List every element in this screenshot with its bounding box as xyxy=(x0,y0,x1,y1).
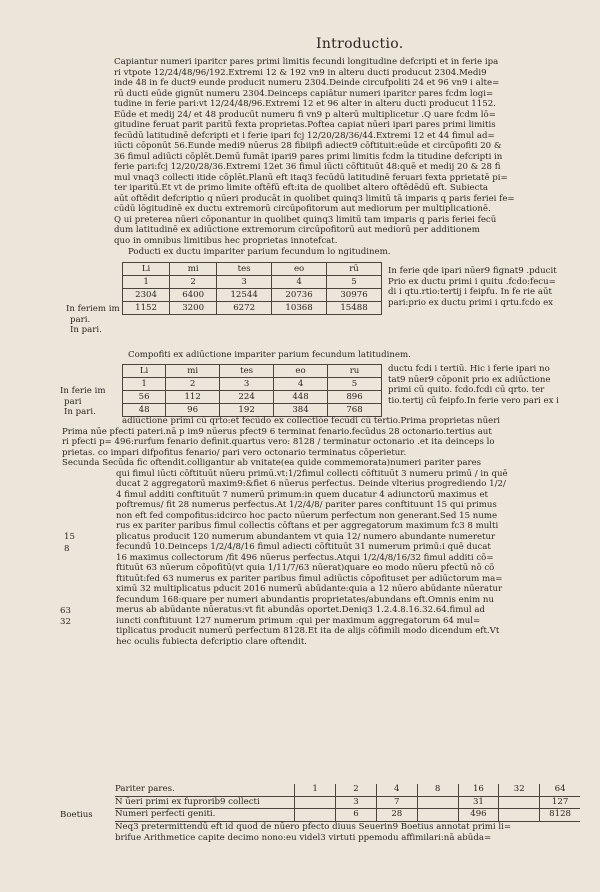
text-line: hec oculis fubiecta defcriptio clare oftendit. xyxy=(116,636,308,647)
table-cell: 3 xyxy=(220,378,274,391)
table-header-row xyxy=(123,365,382,378)
text-line: ftituūt 63 nūerum cōpofitū(vt quia 1/11/7/63 nūerat)quare eo modo nūeru pfectū nō cō xyxy=(116,563,495,573)
text-line: fecūdū latitudinē defcripti et i ferie ipari fcj 12/20/28/36/44.Extremi 12 et 44 fimul ad= xyxy=(114,130,495,141)
table-cell: 2 xyxy=(170,276,217,289)
text-line: quo in omnibus limitibus hec proprietas innotefcat. xyxy=(114,235,338,246)
text-line: pari:prio ex ductu primi i qrtu.fcdo ex xyxy=(388,297,554,308)
table-cell: 10368 xyxy=(272,302,327,315)
table-cell: 5 xyxy=(328,378,382,391)
text-line: brifue Arithmetice capite decimo nono:eu videl3 virtuti ppemodu affimilari:nā abūda= xyxy=(115,832,492,843)
text-line: poftremus/ fit 28 numerus perfectus.At 1/2/4/8/ pariter pares conftituunt 15 qui primus xyxy=(116,500,497,510)
text-line: ximū 32 multiplicatus pducit 2016 numerū abūdante:quia a 12 nūero abūdante nūeratur xyxy=(116,584,503,594)
text-line: ftituūt:fed 63 numerus ex pariter paribus fimul adiūctis cōpofituset per adiūctorum ma= xyxy=(116,573,503,584)
table-cell: tes xyxy=(217,263,272,276)
text-line: ter iparitū.Et vt de primo limite oftēfū eft:ita de quolibet altero oftēdēdū eft. Subiecta xyxy=(114,183,489,193)
table-row xyxy=(123,404,382,417)
table-header-row xyxy=(123,263,382,276)
text-line: tio.tertij cū feipfo.In ferie vero pari ex i xyxy=(388,395,559,406)
text-line: Prio ex ductu primi i quitu .fcdo:fecu= xyxy=(388,276,556,287)
text-line: non eft fed compofitus:idcirco hoc pacto nūerum perfectum non generant.Sed 15 nume xyxy=(116,510,498,521)
table-cell: 1152 xyxy=(123,302,170,315)
table-cell: 3200 xyxy=(170,302,217,315)
table-cell: 3 xyxy=(335,797,376,809)
table-row xyxy=(115,809,580,822)
text-line: ductu fcdi i tertiū. Hic i ferie ipari no xyxy=(388,364,550,374)
table-cell: 1 xyxy=(123,378,166,391)
row-label: Numeri perfecti geniti. xyxy=(115,809,216,819)
final-paragraph xyxy=(115,822,585,843)
table-cell: 7 xyxy=(376,797,417,809)
table-cell: 112 xyxy=(166,391,220,404)
table-cell: 2 xyxy=(166,378,220,391)
perfect-numbers-table xyxy=(115,784,580,822)
margin-notes-2 xyxy=(60,386,106,418)
text-line: prietas. co impari difpofitus fenario/ pari vero octonario terminatus cōperietur. xyxy=(62,447,407,458)
table-cell: 6400 xyxy=(170,289,217,302)
table-cell: 48 xyxy=(123,404,166,417)
table-cell: mi xyxy=(170,263,217,276)
table-cell: Li xyxy=(123,365,166,378)
table-row xyxy=(123,289,382,302)
text-line: 36 fimul adiūcti cōplēt.Demū fumāt ipari9 pares primi limitis fcdm la titudine defcripti in xyxy=(114,151,503,162)
table-row xyxy=(123,391,382,404)
table-cell: 224 xyxy=(220,391,274,404)
text-line: plicatus producit 120 numerum abundantem vt quia 12/ numero abundante numeretur xyxy=(116,531,496,542)
margin-numeral: 32 xyxy=(60,617,71,627)
paragraph-2 xyxy=(62,416,584,647)
table-cell: 31 xyxy=(458,797,499,809)
table-cell: ru xyxy=(328,365,382,378)
table-cell xyxy=(294,809,335,821)
text-line: Capiantur numeri iparitcr pares primi limitis fecundi longitudine defcripti et in ferie ipa xyxy=(114,57,499,67)
sums-table xyxy=(122,364,382,417)
table-cell: 6 xyxy=(335,809,376,821)
text-line: qui fimul iūcti cōftituūt nūeru primū.vt:1/2fimul collecti cōftituūt 3 numeru primū / in quē xyxy=(116,468,508,479)
table-cell: 1 xyxy=(123,276,170,289)
text-line: gitudine feruat parit paritū fexta proprietas.Poftea capiat nūeri ipari pares primi limitis xyxy=(114,120,496,130)
text-line: tiplicatus producit numerū perfectum 8128.Et ita de alijs cōfimili modo dicendum eft.Vt xyxy=(116,626,500,636)
table-cell: eo xyxy=(272,263,327,276)
table-cell: 768 xyxy=(328,404,382,417)
row-label: Pariter pares. xyxy=(115,784,175,794)
margin-numeral: 8 xyxy=(64,544,70,554)
table-cell: 8 xyxy=(417,784,458,796)
text-line: fecundum 168:quare per numeri abundantis proprietates/abundans eft.Omnis enim nu xyxy=(116,594,494,605)
table-cell: tes xyxy=(220,365,274,378)
margin-numeral: 63 xyxy=(60,606,71,616)
text-line: di i qtu.rtio:tertij i feipfu. In fe rie aūt xyxy=(388,287,552,297)
table-cell: 496 xyxy=(458,809,499,821)
text-line: tat9 nūer9 cōponit prio ex adiūctione xyxy=(388,374,551,385)
text-line: 16 maximus collectorum /fit 496 nūerus perfectus.Atqui 1/2/4/8/16/32 fimul additi cō= xyxy=(116,552,494,563)
margin-numeral: 15 xyxy=(64,532,75,542)
text-line: inde 48 in fe duct9 eunde producit numeru 2304.Deinde circufpoliti 24 et 96 vn9 i alte= xyxy=(114,78,500,88)
text-line: Eūde et medij 24/ et 48 producūt numeru fi vn9 p alterū multiplicetur .Q uare fcdm lō= xyxy=(114,109,496,120)
table-cell: 56 xyxy=(123,391,166,404)
text-line: dum latitudinē ex adiūctione extremorum circūpofitorū aut mediorū per additionem xyxy=(114,225,480,235)
text-line: aūt oftēdit defcriptio q nūeri producāt in quolibet quinq3 limitū tā imparis q paris feriei fe= xyxy=(114,193,515,204)
caption-2: Compofiti ex adiūctione impariter parium fecundum latitudinem. xyxy=(128,350,411,360)
table-cell: 30976 xyxy=(327,289,382,302)
table-cell: 384 xyxy=(274,404,328,417)
table-cell: rū xyxy=(327,263,382,276)
text-line: rū ducti eūde gignūt numeru 2304.Deinceps capiātur numeri iparitcr pares fcdm logi= xyxy=(114,88,494,99)
table-cell: 4 xyxy=(376,784,417,796)
table-row xyxy=(115,784,580,797)
table-cell xyxy=(498,809,539,821)
side-text-2 xyxy=(388,364,559,406)
table-cell: 32 xyxy=(498,784,539,796)
table-cell: 4 xyxy=(274,378,328,391)
margin-note: pari xyxy=(64,396,82,407)
text-line: rus ex pariter paribus fimul collectis cōftans et per aggregatorum maximum fc3 8 multi xyxy=(116,521,499,531)
page-header-title: Introductio. xyxy=(316,36,404,52)
table-cell: 96 xyxy=(166,404,220,417)
table-cell xyxy=(294,797,335,809)
text-line: mul vnaq3 collecti itide cōplēt.Planū eft itaq3 fecūdū latitudinē feruari fexta pprietatē pi= xyxy=(114,172,508,183)
table-cell: 2304 xyxy=(123,289,170,302)
products-table xyxy=(122,262,382,315)
text-line: iūcti cōponūt 56.Eunde medi9 nūerus 28 fibiipfi adiect9 cōftituit:eūde et circūpofiti 20 & xyxy=(114,141,502,151)
text-line: Q ui preterea nūeri cōponantur in quolibet quinq3 limitū tam imparis q paris feriei fecū xyxy=(114,214,497,225)
margin-note-boetius: Boetius xyxy=(60,810,93,820)
table-cell: 3 xyxy=(217,276,272,289)
text-line: adiūctione primi cū qrto:et fecūdo ex collectiōe fecūdi cū tertio.Prima proprietas nūeri xyxy=(122,416,501,426)
table-cell: 16 xyxy=(458,784,499,796)
text-line: Secunda Secūda fic oftendit.colligantur ab vnitate(ea quide commemorata)numeri pariter pares xyxy=(62,458,482,468)
text-line: fecundū 10.Deinceps 1/2/4/8/16 fimul adiecti cōftituūt 31 numerum primū:i quē ducat xyxy=(116,542,491,552)
text-line: primi cū quito. fcdo.fcdi cū qrto. ter xyxy=(388,385,545,395)
table-cell: 1 xyxy=(294,784,335,796)
text-line: cūdū lōgitudinē ex ductu extremorū circūpofitorum aut mediorum per multiplicationē. xyxy=(114,204,491,214)
text-line: tudine in ferie pari:vt 12/24/48/96.Extremi 12 et 96 alter in alteru ducti producut 1152. xyxy=(114,99,496,109)
row-label: N ūeri primi ex fuprorib9 collecti xyxy=(115,796,260,807)
table-cell: 896 xyxy=(328,391,382,404)
text-line: ferie pari:fcj 12/20/28/36.Extremi 12et 36 fimul iūcti cōftituūt 48:quē et medij 20 & 28 fi xyxy=(114,162,501,172)
table-cell xyxy=(417,797,458,809)
text-line: In ferie qde ipari nūer9 fignat9 .pducit xyxy=(388,266,557,276)
margin-note: In feriem im xyxy=(66,304,120,314)
table-cell: 4 xyxy=(272,276,327,289)
side-text-1 xyxy=(388,266,557,308)
table-cell: 448 xyxy=(274,391,328,404)
margin-note: In pari. xyxy=(64,407,96,417)
table-cell: 6272 xyxy=(217,302,272,315)
text-line: 4 fimul additi conftituūt 7 numerū primum:in quem ducatur 4 adiunctorū maximus et xyxy=(116,489,488,500)
table-row xyxy=(123,302,382,315)
text-line: merus ab abūdante nūeratus:vt fit abundās oportet.Deniq3 1.2.4.8.16.32.64.fimul ad xyxy=(116,605,486,615)
margin-note: In pari. xyxy=(70,325,102,335)
paragraph-1 xyxy=(114,57,584,246)
table-cell: 8128 xyxy=(539,809,580,821)
table-cell: 192 xyxy=(220,404,274,417)
table-row xyxy=(115,797,580,810)
margin-note: pari. xyxy=(70,314,91,325)
text-line: Prima nūe pfecti pateri.nā p im9 nūerus pfect9 6 terminat fenario.fecūdus 28 octonario.tertius aut xyxy=(62,426,492,437)
caption-1: Poducti ex ductu impariter parium fecundum lo ngitudinem. xyxy=(128,247,391,257)
table-cell xyxy=(417,809,458,821)
margin-note: In ferie im xyxy=(60,386,106,396)
table-cell: 5 xyxy=(327,276,382,289)
table-row xyxy=(123,378,382,391)
text-line: ducat 2 aggregatorū maxim9:&fiet 6 nūerus perfectus. Deinde vlterius progrediendo 1/2/ xyxy=(116,479,506,489)
text-line: ri pfecti p= 496:rurfum fenario definit.quartus vero: 8128 / terminatur octonario .et ita deinceps lo xyxy=(62,437,495,447)
table-cell: 20736 xyxy=(272,289,327,302)
table-cell: Li xyxy=(123,263,170,276)
text-line: iuncti conftituunt 127 numerum primum :qui per maximum aggregatorum 64 mul= xyxy=(116,615,481,626)
margin-notes-1 xyxy=(66,304,120,336)
table-cell xyxy=(498,797,539,809)
table-cell: 28 xyxy=(376,809,417,821)
text-line: ri vtpote 12/24/48/96/192.Extremi 12 & 192 vn9 in alteru ducti producut 2304.Medi9 xyxy=(114,67,487,78)
text-line: Neq3 pretermittendū eft id quod de nūero pfecto diuus Seuerin9 Boetius annotat primi li= xyxy=(115,822,512,832)
table-cell: mi xyxy=(166,365,220,378)
table-cell: 15488 xyxy=(327,302,382,315)
table-cell: 127 xyxy=(539,797,580,809)
table-cell: 64 xyxy=(539,784,580,796)
table-cell: 12544 xyxy=(217,289,272,302)
table-cell: 2 xyxy=(335,784,376,796)
table-cell: eo xyxy=(274,365,328,378)
table-row xyxy=(123,276,382,289)
